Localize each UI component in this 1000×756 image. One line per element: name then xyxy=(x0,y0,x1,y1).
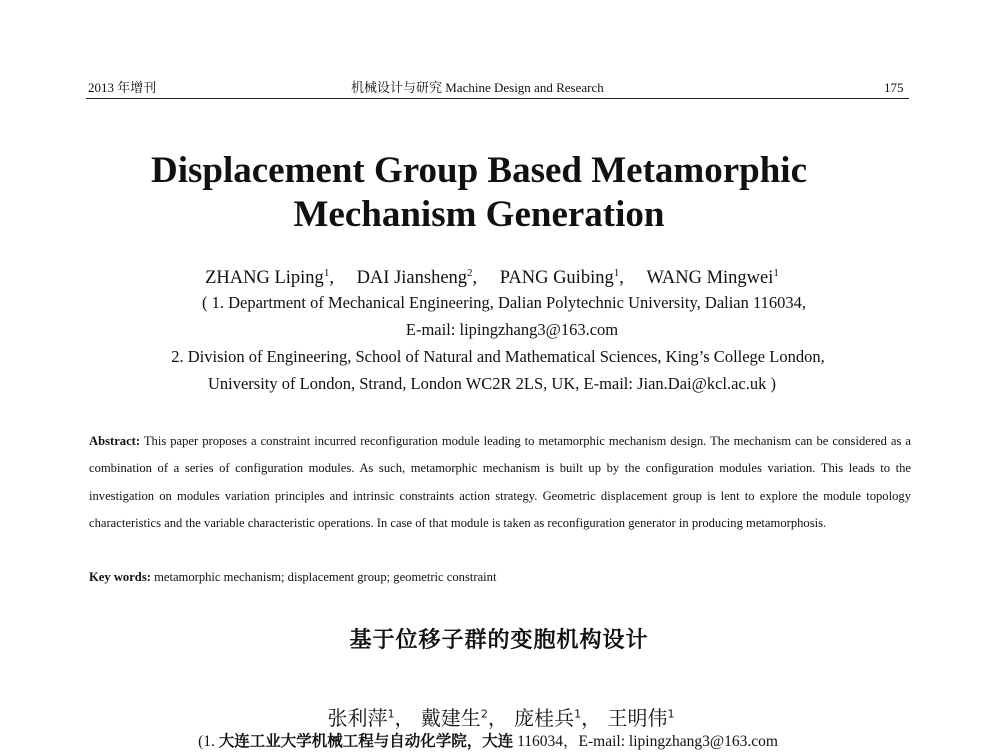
chinese-author: 戴建生$^2$， xyxy=(420,705,508,730)
chinese-author: 庞桂兵$^1$， xyxy=(514,705,602,730)
chinese-title: 基于位移子群的变胞机构设计 xyxy=(349,628,649,653)
chinese-author-list xyxy=(1,701,1000,731)
affiliation-2: 2. Division of Engineering, School of Natural and Mathematical Sciences, King’s College London, xyxy=(171,347,825,366)
keywords xyxy=(89,567,496,587)
affiliation-2-address: University of London, Strand, London WC2R 2LS, UK, E-mail: Jian.Dai@kcl.ac.uk ) xyxy=(207,374,777,393)
paper-title-line-2: Mechanism Generation xyxy=(293,194,665,235)
author-list xyxy=(0,262,992,289)
header-rule xyxy=(86,98,909,99)
abstract-label: Abstract: xyxy=(89,434,141,448)
author: WANG Mingwei$^1$ xyxy=(646,267,779,289)
affiliation-1-email: E-mail: lipingzhang3@163.com xyxy=(405,320,619,339)
header-journal-title: 机械设计与研究 Machine Design and Research xyxy=(351,80,604,95)
affiliation-1: ( 1. Department of Mechanical Engineering, Dalian Polytechnic University, Dalian 116034, xyxy=(201,293,807,312)
author: DAI Jiansheng$^2$, xyxy=(356,267,478,289)
chinese-affiliation: (1. 大连工业大学机械工程与自动化学院，大连 116034，E-mail: lipingzhang3@163.com xyxy=(198,732,778,750)
chinese-author: 王明伟$^1$ xyxy=(607,705,675,730)
author: ZHANG Liping$^1$, xyxy=(205,267,334,289)
header-journal-issue: 2013 年增刊 xyxy=(88,80,157,95)
header-page-number: 175 xyxy=(884,80,904,95)
paper-title-line-1: Displacement Group Based Metamorphic xyxy=(150,150,808,191)
keywords-label: Key words: xyxy=(89,570,151,584)
chinese-author: 张利萍$^1$， xyxy=(327,705,415,730)
keywords-text: metamorphic mechanism; displacement group; geometric constraint xyxy=(154,570,497,584)
abstract xyxy=(89,428,911,537)
author: PANG Guibing$^1$, xyxy=(499,267,624,289)
abstract-text: This paper proposes a constraint incurred reconfiguration module leading to metamorphic mechanism design. The mechanism can be considered as a combination of a series of configuration modules. As such, metamorphic mechanism is built up by the configuration modules variation. This leads to the investigation on modules variation principles and intrinsic constraints action strategy. Geometric displacement group is lent to explore the module topology characteristics and the variable characteristic operations. In case of that module is taken as reconfiguration generator in producing metamorphosis. xyxy=(89,434,912,530)
